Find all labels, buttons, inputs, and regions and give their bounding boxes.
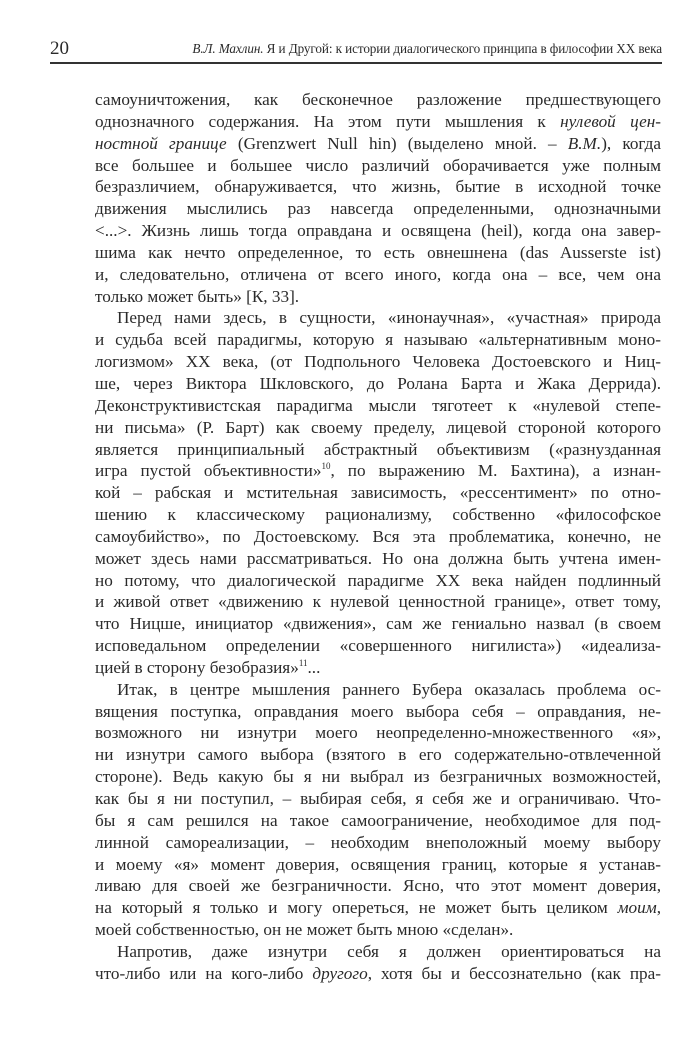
text-line [95, 133, 661, 155]
text-line [95, 155, 661, 177]
text-segment: Деконструктивистская парадигма мысли тяготеет к «нулевой степе- [95, 395, 661, 415]
text-line [95, 657, 661, 679]
text-line [95, 941, 661, 963]
text-line [95, 854, 661, 876]
running-title-author: В.Л. Махлин. [192, 41, 264, 56]
text-segment: Перед нами здесь, в сущности, «инонаучная», «участная» природа [117, 308, 661, 328]
text-line [95, 788, 661, 810]
text-line [95, 373, 661, 395]
text-line [95, 591, 661, 613]
text-line [95, 875, 661, 897]
text-segment: самоубийство», по Достоевскому. Вся эта проблематика, конечно, не [95, 526, 661, 546]
text-line [95, 635, 661, 657]
text-segment: , хотя бы и бессознательно (как пра- [367, 963, 661, 983]
text-segment: но потому, что диалогической парадигме XX века найден подлинный [95, 570, 661, 590]
text-segment: ), когда [601, 133, 661, 153]
text-line [95, 395, 661, 417]
footnote-ref: 11 [298, 657, 308, 668]
italic-text: В.М. [567, 133, 602, 153]
text-line [95, 810, 661, 832]
text-segment: стороне). Ведь какую бы я ни выбрал из безграничных возможностей, [95, 767, 661, 787]
text-segment: на который я только и могу опереться, не может быть целиком [95, 898, 618, 918]
text-line [95, 766, 661, 788]
text-line [95, 613, 661, 635]
text-line [95, 198, 661, 220]
text-segment: игра пустой объективности» [95, 461, 322, 481]
text-segment: ливаю для своей же безграничности. Ясно, что этот момент доверия, [95, 876, 661, 896]
text-segment: и моему «я» момент доверия, освящения границ, которые я устанав- [95, 854, 661, 874]
header-rule [50, 62, 662, 64]
italic-text: моим [617, 898, 657, 918]
text-line [95, 329, 661, 351]
text-segment: и живой ответ «движению к нулевой ценностной границе», ответ тому, [95, 592, 661, 612]
text-line [95, 220, 661, 242]
text-segment: шима как нечто определенное, то есть овнешнена (das Ausserste ist) [95, 242, 661, 262]
italic-text: нулевой цен- [560, 111, 661, 131]
text-segment: все большее и большее число различий оборачивается уже полным [95, 155, 661, 175]
text-segment: возможного ни изнутри моего неопределенно-множественного «я», [95, 723, 661, 743]
text-line [95, 286, 661, 308]
italic-text: ностной границе [95, 133, 227, 153]
text-segment: <...>. Жизнь лишь тогда оправдана и освящена (heil), когда она завер- [95, 221, 661, 241]
text-line [95, 264, 661, 286]
body-text [95, 89, 661, 985]
text-line [95, 460, 661, 482]
text-segment: шению к классическому рационализму, собственно «философское [95, 505, 661, 525]
text-segment: ... [307, 657, 321, 677]
text-line [95, 679, 661, 701]
text-line [95, 504, 661, 526]
text-segment: (Grenzwert Null hin) (выделено мной. – [226, 133, 568, 153]
text-line [95, 526, 661, 548]
text-segment: как бы я ни поступил, – выбирая себя, я себя же и ограничиваю. Что- [95, 789, 661, 808]
text-segment: и, следовательно, отличена от всего иного, когда она – все, чем она [95, 264, 661, 284]
page-number: 20 [50, 38, 69, 59]
text-segment: однозначного содержания. На этом пути мышления к [95, 111, 561, 131]
text-segment: ни изнутри самого выбора (взятого в его содержательно-отвлеченной [95, 745, 661, 765]
text-segment: исповедальном определении «совершенного нигилиста») «идеализа- [95, 636, 661, 656]
text-line [95, 744, 661, 766]
text-line [95, 832, 661, 854]
text-line [95, 963, 661, 985]
text-segment: только может быть» [К, 33]. [95, 286, 300, 306]
text-line [95, 570, 661, 592]
text-line [95, 176, 661, 198]
running-title [90, 41, 662, 57]
text-segment: ни письма» (Р. Барт) как своему пределу, лицевой стороной которого [95, 417, 661, 437]
text-segment: Итак, в центре мышления раннего Бубера оказалась проблема ос- [117, 679, 661, 699]
italic-text: другого [312, 963, 368, 983]
text-segment: кой – рабская и мстительная зависимость, «рессентимент» по отно- [95, 483, 661, 503]
running-header [50, 38, 662, 60]
text-segment: моей собственностью, он не может быть мною «сделан». [95, 920, 514, 940]
text-segment: является принципиальный абстрактный объективизм («разнузданная [95, 439, 661, 459]
text-segment: ше, через Виктора Шкловского, до Ролана Барта и Жака Деррида). [95, 373, 661, 393]
text-segment: Напротив, даже изнутри себя я должен ориентироваться на [117, 941, 661, 961]
text-line [95, 417, 661, 439]
text-line [95, 89, 661, 111]
text-segment: движения мыслились раз навсегда определенными, однозначными [95, 199, 661, 219]
text-line [95, 111, 661, 133]
text-segment: и судьба всей парадигмы, которую я называю «альтернативным моно- [95, 330, 661, 350]
text-line [95, 548, 661, 570]
text-segment: цией в сторону безобразия» [95, 657, 299, 677]
running-title-book: Я и Другой: к истории диалогического принципа в философии XX века [263, 41, 662, 56]
text-line [95, 351, 661, 373]
text-segment: бы я сам решился на такое самоограничение, необходимое для под- [95, 810, 661, 830]
text-segment: , по выражению М. Бахтина), а изнан- [330, 461, 662, 481]
text-line [95, 242, 661, 264]
text-line [95, 482, 661, 504]
text-segment: что-либо или на кого-либо [95, 963, 313, 983]
text-segment: что Ницше, инициатор «движения», сам же гениально назвал (в своем [95, 614, 661, 634]
text-segment: может здесь нами рассматриваться. Но она должна быть учтена имен- [95, 548, 661, 568]
text-line [95, 439, 661, 461]
text-segment: самоуничтожения, как бесконечное разложение предшествующего [95, 90, 661, 109]
text-segment: вящения поступка, оправдания моего выбора себя – оправдания, не- [95, 701, 661, 721]
text-line [95, 307, 661, 329]
text-line [95, 897, 661, 919]
text-segment: логизмом» XX века, (от Подпольного Человека Достоевского и Ниц- [95, 352, 661, 372]
text-line [95, 701, 661, 723]
text-line [95, 722, 661, 744]
text-segment: , [656, 898, 661, 918]
text-segment: безразличием, обнаруживается, что жизнь, бытие в исходной точке [95, 177, 661, 197]
text-segment: линной самореализации, – необходим внеположный моему выбору [95, 832, 661, 852]
text-line [95, 919, 661, 941]
footnote-ref: 10 [321, 461, 331, 472]
